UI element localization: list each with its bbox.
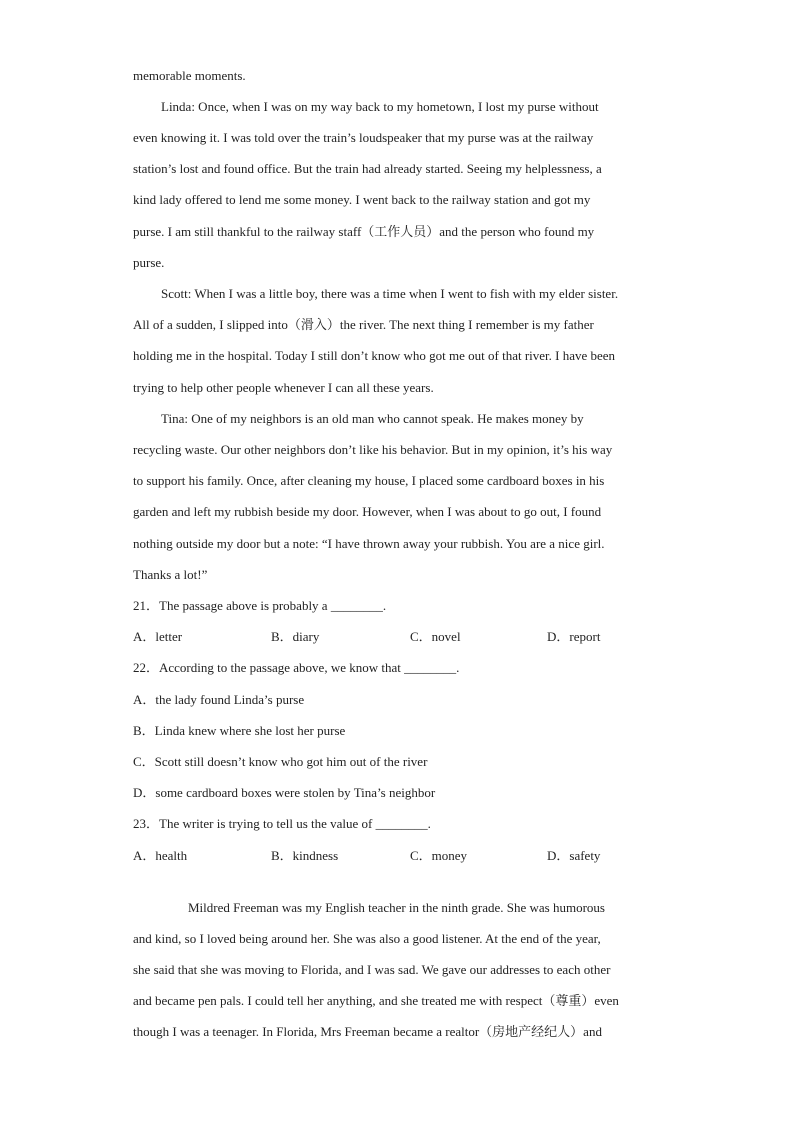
passage1-line: purse. I am still thankful to the railway staff（工作人员）and the person who found my: [133, 224, 595, 239]
question-21-stem: 21．The passage above is probably a ________.: [133, 598, 387, 613]
q23-option-c[interactable]: C．money: [410, 848, 468, 863]
q23-option-d[interactable]: D．safety: [547, 848, 601, 863]
passage2-line: and kind, so I loved being around her. She was also a good listener. At the end of the year,: [133, 931, 601, 946]
passage1-line: recycling waste. Our other neighbors don’t like his behavior. But in my opinion, it’s his way: [133, 442, 613, 457]
q22-option-d[interactable]: D．some cardboard boxes were stolen by Tina’s neighbor: [133, 785, 436, 800]
passage1-line: even knowing it. I was told over the train’s loudspeaker that my purse was at the railway: [133, 130, 594, 145]
q22-option-c[interactable]: C．Scott still doesn’t know who got him out of the river: [133, 754, 428, 769]
passage1-line: memorable moments.: [133, 68, 246, 83]
passage1-line: station’s lost and found office. But the train had already started. Seeing my helplessness, a: [133, 161, 602, 176]
passage2-line: though I was a teenager. In Florida, Mrs Freeman became a realtor（房地产经纪人）and: [133, 1024, 602, 1039]
question-23-stem: 23．The writer is trying to tell us the value of ________.: [133, 816, 431, 831]
q22-option-b[interactable]: B．Linda knew where she lost her purse: [133, 723, 346, 738]
passage2-line: and became pen pals. I could tell her anything, and she treated me with respect（尊重）even: [133, 993, 619, 1008]
q22-option-a[interactable]: A．the lady found Linda’s purse: [133, 692, 305, 707]
passage1-line: trying to help other people whenever I can all these years.: [133, 380, 434, 395]
passage2-line: she said that she was moving to Florida, and I was sad. We gave our addresses to each other: [133, 962, 611, 977]
q23-option-b[interactable]: B．kindness: [271, 848, 339, 863]
passage1-line: nothing outside my door but a note: “I have thrown away your rubbish. You are a nice girl.: [133, 536, 605, 551]
passage1-line: purse.: [133, 255, 165, 270]
passage1-line: holding me in the hospital. Today I still don’t know who got me out of that river. I have been: [133, 348, 616, 363]
passage1-line: Thanks a lot!”: [133, 567, 208, 582]
passage1-line: to support his family. Once, after cleaning my house, I placed some cardboard boxes in his: [133, 473, 605, 488]
passage1-line: kind lady offered to lend me some money. I went back to the railway station and got my: [133, 192, 591, 207]
passage1-line: Scott: When I was a little boy, there was a time when I went to fish with my elder sister.: [161, 286, 619, 301]
q21-option-b[interactable]: B．diary: [271, 629, 320, 644]
passage1-line: Tina: One of my neighbors is an old man who cannot speak. He makes money by: [161, 411, 584, 426]
q23-option-a[interactable]: A．health: [133, 848, 188, 863]
passage1-line: garden and left my rubbish beside my door. However, when I was about to go out, I found: [133, 504, 602, 519]
q21-option-c[interactable]: C．novel: [410, 629, 461, 644]
passage1-line: Linda: Once, when I was on my way back to my hometown, I lost my purse without: [161, 99, 599, 114]
passage1-line: All of a sudden, I slipped into（滑入）the river. The next thing I remember is my father: [133, 317, 594, 332]
q21-option-d[interactable]: D．report: [547, 629, 601, 644]
q21-option-a[interactable]: A．letter: [133, 629, 183, 644]
passage2-line: Mildred Freeman was my English teacher in the ninth grade. She was humorous: [188, 900, 605, 915]
question-22-stem: 22．According to the passage above, we know that ________.: [133, 660, 460, 675]
